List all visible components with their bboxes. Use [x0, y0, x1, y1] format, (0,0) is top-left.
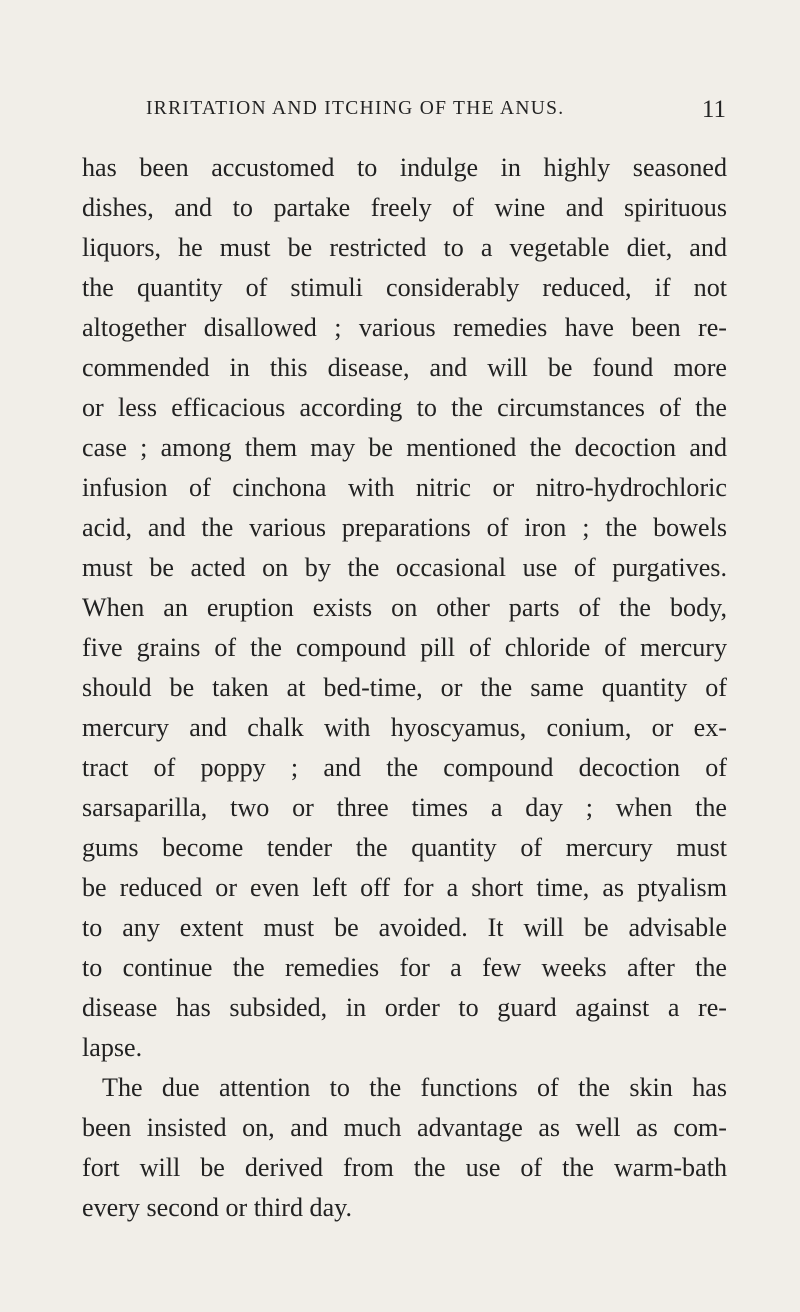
- text-line: should be taken at bed-time, or the same quantity of: [82, 673, 727, 702]
- body-text: [82, 148, 727, 1228]
- page-header: [146, 96, 726, 128]
- text-line: altogether disallowed ; various remedies have been re-: [82, 313, 727, 342]
- text-line: fort will be derived from the use of the warm-bath: [82, 1153, 727, 1182]
- text-line: gums become tender the quantity of mercury must: [82, 833, 727, 862]
- text-line: When an eruption exists on other parts of the body,: [82, 593, 727, 622]
- text-line: must be acted on by the occasional use of purgatives.: [82, 553, 727, 582]
- text-line: tract of poppy ; and the compound decoction of: [82, 753, 727, 782]
- text-line: mercury and chalk with hyoscyamus, conium, or ex-: [82, 713, 727, 742]
- text-line: liquors, he must be restricted to a vegetable diet, and: [82, 233, 727, 262]
- paragraph-1: [82, 148, 727, 1068]
- text-line: been insisted on, and much advantage as well as com-: [82, 1113, 727, 1142]
- text-line: case ; among them may be mentioned the decoction and: [82, 433, 727, 462]
- text-line: or less efficacious according to the circumstances of the: [82, 393, 727, 422]
- text-line: the quantity of stimuli considerably reduced, if not: [82, 273, 727, 302]
- text-line: sarsaparilla, two or three times a day ; when the: [82, 793, 727, 822]
- text-line: infusion of cinchona with nitric or nitro-hydrochloric: [82, 473, 727, 502]
- text-line: The due attention to the functions of the skin has: [102, 1073, 727, 1102]
- text-line: lapse.: [82, 1033, 143, 1062]
- text-line: has been accustomed to indulge in highly seasoned: [82, 153, 727, 182]
- page-number: 11: [701, 96, 726, 123]
- text-line: to any extent must be avoided. It will be advisable: [82, 913, 727, 942]
- text-line: be reduced or even left off for a short time, as ptyalism: [82, 873, 727, 902]
- running-title: IRRITATION AND ITCHING OF THE ANUS.: [146, 98, 565, 119]
- text-line: acid, and the various preparations of iron ; the bowels: [82, 513, 727, 542]
- text-line: commended in this disease, and will be found more: [82, 353, 727, 382]
- paragraph-2: [82, 1068, 727, 1228]
- text-line: to continue the remedies for a few weeks after the: [82, 953, 727, 982]
- text-line: dishes, and to partake freely of wine and spirituous: [82, 193, 727, 222]
- text-line: five grains of the compound pill of chloride of mercury: [82, 633, 727, 662]
- text-line: every second or third day.: [82, 1193, 353, 1222]
- text-line: disease has subsided, in order to guard against a re-: [82, 993, 727, 1022]
